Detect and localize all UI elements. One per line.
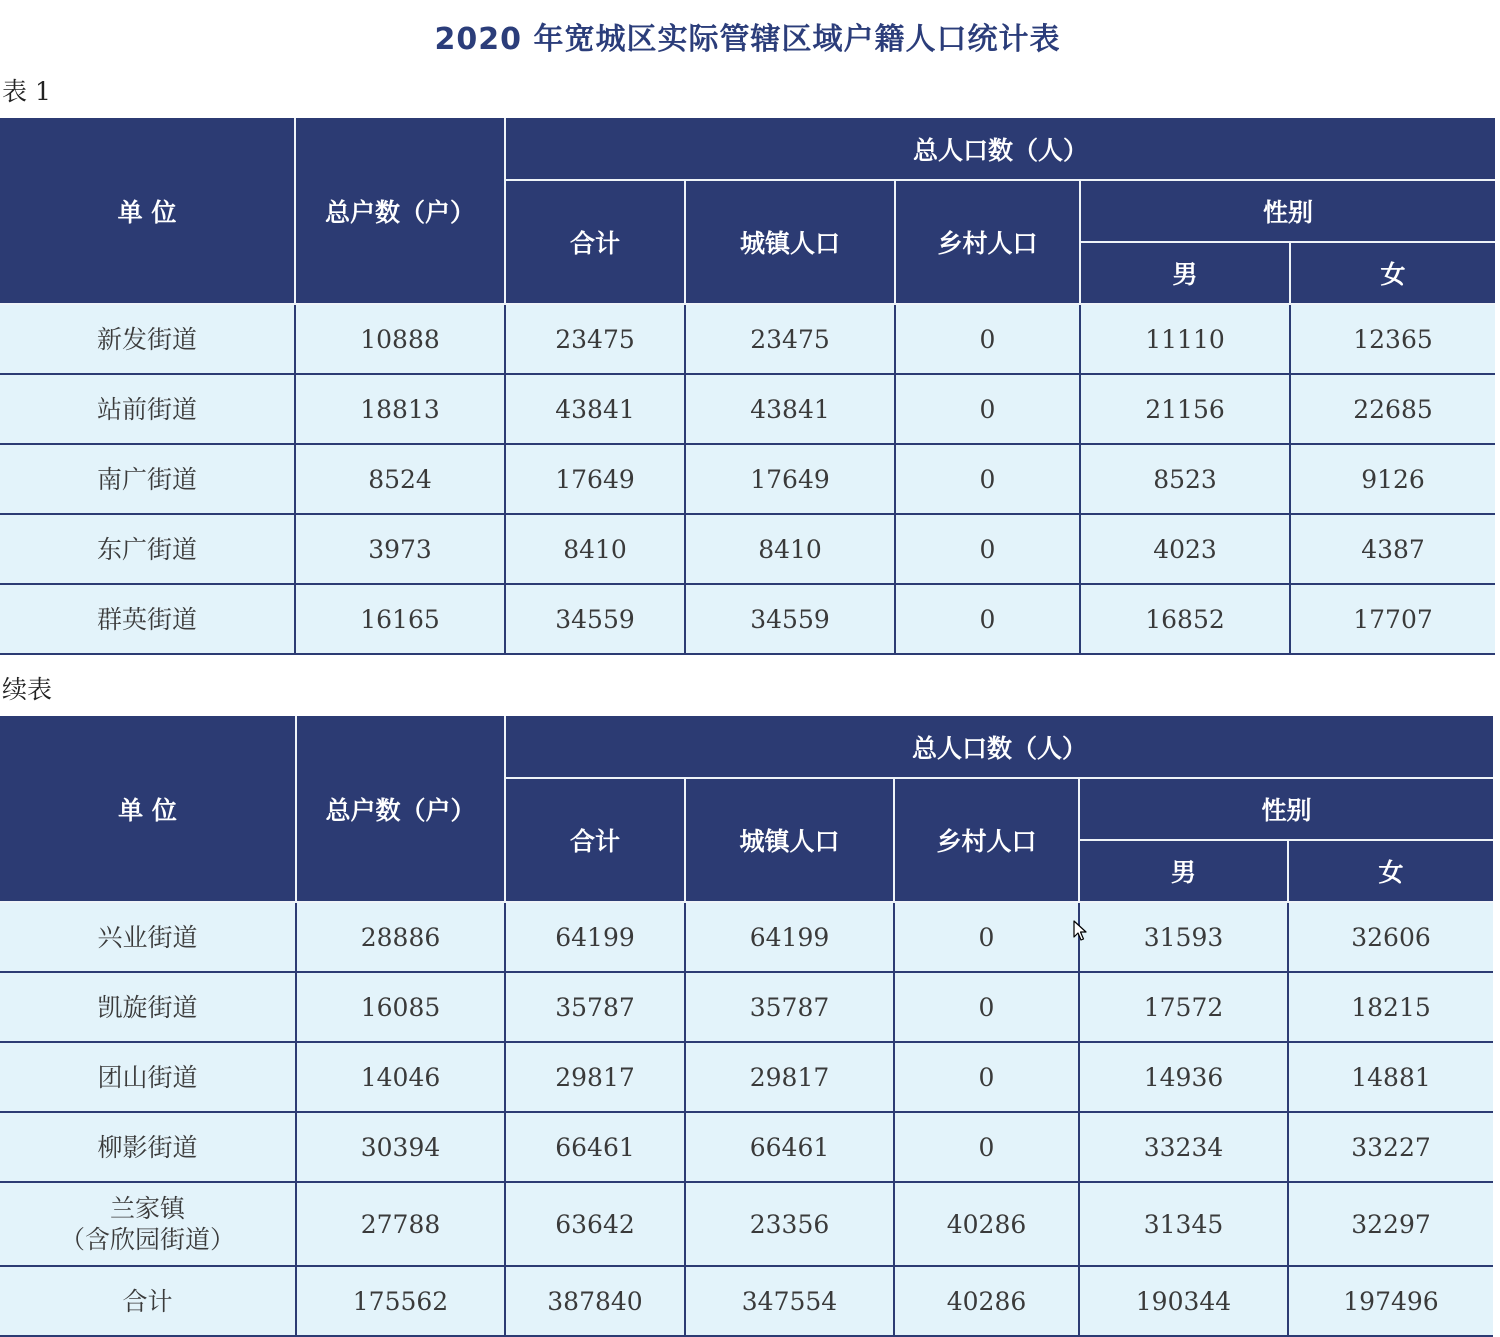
cell-households: 175562 bbox=[296, 1266, 505, 1336]
cell-female: 12365 bbox=[1290, 304, 1495, 374]
population-table-1 bbox=[0, 118, 1495, 655]
cell-households: 16165 bbox=[295, 584, 505, 654]
cell-male: 8523 bbox=[1080, 444, 1290, 514]
header-unit: 单 位 bbox=[0, 118, 295, 304]
table-row bbox=[0, 1182, 1493, 1266]
cell-sum: 17649 bbox=[505, 444, 685, 514]
cell-unit-line1: 兰家镇 bbox=[109, 1194, 185, 1223]
header-unit: 单 位 bbox=[0, 716, 296, 902]
table-row bbox=[0, 514, 1495, 584]
cell-rural: 40286 bbox=[894, 1266, 1079, 1336]
table-row bbox=[0, 1042, 1493, 1112]
cell-unit-line2: （含欣园街道） bbox=[59, 1225, 235, 1254]
cell-urban: 29817 bbox=[685, 1042, 894, 1112]
cell-unit: 团山街道 bbox=[0, 1042, 296, 1112]
cell-male: 33234 bbox=[1079, 1112, 1288, 1182]
header-male: 男 bbox=[1080, 242, 1290, 304]
cell-unit: 兴业街道 bbox=[0, 902, 296, 972]
cell-sum: 64199 bbox=[505, 902, 685, 972]
cell-rural: 0 bbox=[894, 1112, 1079, 1182]
header-female: 女 bbox=[1288, 840, 1493, 902]
cell-female: 22685 bbox=[1290, 374, 1495, 444]
cell-households: 18813 bbox=[295, 374, 505, 444]
cell-sum: 63642 bbox=[505, 1182, 685, 1266]
cell-rural: 0 bbox=[894, 1042, 1079, 1112]
cell-sum: 23475 bbox=[505, 304, 685, 374]
table-row bbox=[0, 374, 1495, 444]
cell-urban: 66461 bbox=[685, 1112, 894, 1182]
cell-rural: 0 bbox=[895, 514, 1080, 584]
cell-urban: 35787 bbox=[685, 972, 894, 1042]
header-rural: 乡村人口 bbox=[894, 778, 1079, 902]
header-sum: 合计 bbox=[505, 180, 685, 304]
header-urban: 城镇人口 bbox=[685, 778, 894, 902]
cell-urban: 23475 bbox=[685, 304, 895, 374]
cell-households: 14046 bbox=[296, 1042, 505, 1112]
header-households: 总户数（户） bbox=[295, 118, 505, 304]
cell-female: 4387 bbox=[1290, 514, 1495, 584]
table2-caption: 续表 bbox=[2, 675, 53, 704]
cell-sum: 387840 bbox=[505, 1266, 685, 1336]
table-row bbox=[0, 1112, 1493, 1182]
cell-male: 31345 bbox=[1079, 1182, 1288, 1266]
cell-unit: 站前街道 bbox=[0, 374, 295, 444]
cell-male: 16852 bbox=[1080, 584, 1290, 654]
header-rural: 乡村人口 bbox=[895, 180, 1080, 304]
cell-male: 14936 bbox=[1079, 1042, 1288, 1112]
cell-female: 32297 bbox=[1288, 1182, 1493, 1266]
header-gender: 性别 bbox=[1080, 180, 1495, 242]
cell-female: 17707 bbox=[1290, 584, 1495, 654]
cell-households: 27788 bbox=[296, 1182, 505, 1266]
cell-unit bbox=[0, 1182, 296, 1266]
cell-unit: 凯旋街道 bbox=[0, 972, 296, 1042]
cell-sum: 35787 bbox=[505, 972, 685, 1042]
cell-sum: 34559 bbox=[505, 584, 685, 654]
cell-male: 21156 bbox=[1080, 374, 1290, 444]
cell-sum: 66461 bbox=[505, 1112, 685, 1182]
header-sum: 合计 bbox=[505, 778, 685, 902]
cell-female: 9126 bbox=[1290, 444, 1495, 514]
cell-male: 190344 bbox=[1079, 1266, 1288, 1336]
cell-urban: 8410 bbox=[685, 514, 895, 584]
cell-households: 8524 bbox=[295, 444, 505, 514]
header-households: 总户数（户） bbox=[296, 716, 505, 902]
cell-female: 32606 bbox=[1288, 902, 1493, 972]
header-total-population: 总人口数（人） bbox=[505, 118, 1495, 180]
cell-rural: 0 bbox=[895, 444, 1080, 514]
header-urban: 城镇人口 bbox=[685, 180, 895, 304]
cell-urban: 347554 bbox=[685, 1266, 894, 1336]
cell-urban: 64199 bbox=[685, 902, 894, 972]
table-row bbox=[0, 1266, 1493, 1336]
cell-urban: 34559 bbox=[685, 584, 895, 654]
cell-rural: 0 bbox=[894, 902, 1079, 972]
cell-urban: 43841 bbox=[685, 374, 895, 444]
cell-unit: 南广街道 bbox=[0, 444, 295, 514]
cell-rural: 0 bbox=[895, 374, 1080, 444]
cell-male: 17572 bbox=[1079, 972, 1288, 1042]
cell-female: 14881 bbox=[1288, 1042, 1493, 1112]
cell-households: 16085 bbox=[296, 972, 505, 1042]
population-table-2 bbox=[0, 716, 1493, 1337]
header-female: 女 bbox=[1290, 242, 1495, 304]
cell-urban: 17649 bbox=[685, 444, 895, 514]
cell-rural: 0 bbox=[894, 972, 1079, 1042]
cell-households: 10888 bbox=[295, 304, 505, 374]
cell-female: 18215 bbox=[1288, 972, 1493, 1042]
header-gender: 性别 bbox=[1079, 778, 1493, 840]
table-row bbox=[0, 304, 1495, 374]
cell-urban: 23356 bbox=[685, 1182, 894, 1266]
cell-male: 11110 bbox=[1080, 304, 1290, 374]
cell-female: 33227 bbox=[1288, 1112, 1493, 1182]
table-row bbox=[0, 444, 1495, 514]
table-row bbox=[0, 584, 1495, 654]
header-male: 男 bbox=[1079, 840, 1288, 902]
mouse-cursor-icon bbox=[1073, 920, 1087, 942]
cell-female: 197496 bbox=[1288, 1266, 1493, 1336]
cell-male: 4023 bbox=[1080, 514, 1290, 584]
cell-sum: 29817 bbox=[505, 1042, 685, 1112]
table-row bbox=[0, 972, 1493, 1042]
cell-households: 30394 bbox=[296, 1112, 505, 1182]
cell-households: 3973 bbox=[295, 514, 505, 584]
table-row bbox=[0, 902, 1493, 972]
cell-households: 28886 bbox=[296, 902, 505, 972]
cell-unit: 群英街道 bbox=[0, 584, 295, 654]
cell-unit: 东广街道 bbox=[0, 514, 295, 584]
cell-unit: 合计 bbox=[0, 1266, 296, 1336]
table1-caption: 表 1 bbox=[2, 77, 51, 106]
cell-male: 31593 bbox=[1079, 902, 1288, 972]
cell-rural: 40286 bbox=[894, 1182, 1079, 1266]
cell-rural: 0 bbox=[895, 304, 1080, 374]
cell-unit: 柳影街道 bbox=[0, 1112, 296, 1182]
page-title: 2020 年宽城区实际管辖区域户籍人口统计表 bbox=[434, 22, 1061, 57]
cell-unit: 新发街道 bbox=[0, 304, 295, 374]
cell-sum: 8410 bbox=[505, 514, 685, 584]
header-total-population: 总人口数（人） bbox=[505, 716, 1493, 778]
cell-rural: 0 bbox=[895, 584, 1080, 654]
cell-sum: 43841 bbox=[505, 374, 685, 444]
